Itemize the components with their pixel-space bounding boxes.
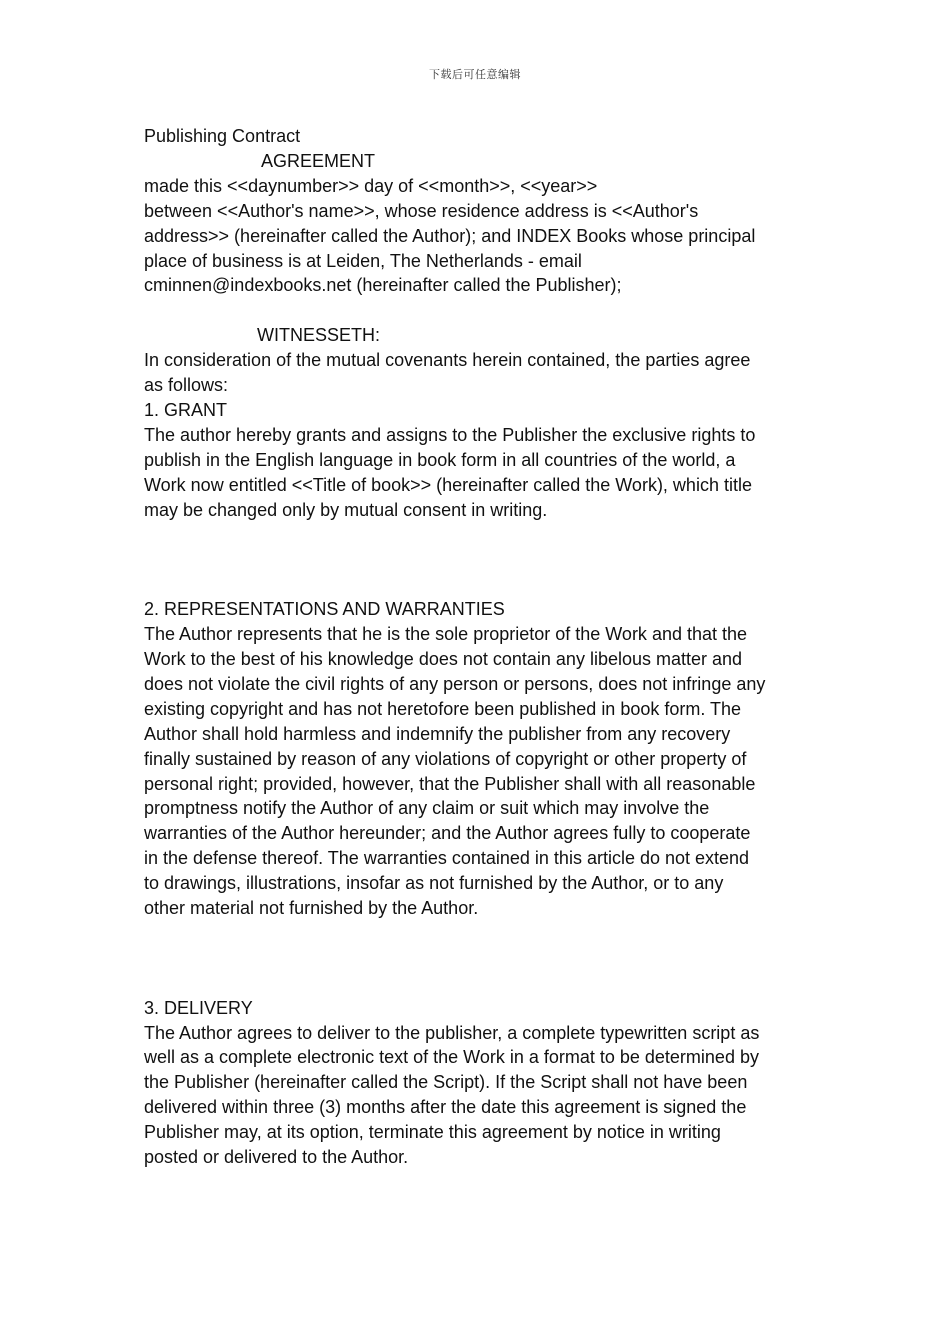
section-line: Work now entitled <<Title of book>> (hereinafter called the Work), which title bbox=[144, 474, 752, 495]
section-line: posted or delivered to the Author. bbox=[144, 1147, 409, 1168]
preamble bbox=[144, 174, 824, 299]
section-line: does not violate the civil rights of any person or persons, does not infringe any bbox=[144, 673, 766, 694]
section-delivery bbox=[144, 996, 824, 1170]
preamble-line: place of business is at Leiden, The Netherlands - email bbox=[144, 250, 582, 271]
preamble-line: address>> (hereinafter called the Author); and INDEX Books whose principal bbox=[144, 225, 756, 246]
top-banner: 下载后可任意编辑 bbox=[429, 68, 521, 81]
section-line: promptness notify the Author of any claim or suit which may involve the bbox=[144, 798, 710, 819]
section-grant bbox=[144, 398, 824, 523]
preamble-line: between <<Author's name>>, whose residence address is <<Author's bbox=[144, 200, 699, 221]
section-line: other material not furnished by the Author. bbox=[144, 898, 479, 919]
section-line: well as a complete electronic text of the Work in a format to be determined by bbox=[144, 1047, 759, 1068]
section-representations bbox=[144, 597, 824, 921]
section-line: finally sustained by reason of any violations of copyright or other property of bbox=[144, 748, 747, 769]
section-line: The author hereby grants and assigns to the Publisher the exclusive rights to bbox=[144, 424, 756, 445]
section-line: the Publisher (hereinafter called the Script). If the Script shall not have been bbox=[144, 1072, 748, 1093]
section-line: personal right; provided, however, that the Publisher shall with all reasonable bbox=[144, 773, 756, 794]
agreement-heading: AGREEMENT bbox=[261, 150, 376, 171]
contract-body bbox=[144, 124, 824, 1170]
section-line: delivered within three (3) months after the date this agreement is signed the bbox=[144, 1097, 747, 1118]
preamble-line: cminnen@indexbooks.net (hereinafter called the Publisher); bbox=[144, 275, 622, 296]
spacer bbox=[144, 298, 824, 323]
section-line: The Author represents that he is the sole proprietor of the Work and that the bbox=[144, 624, 748, 645]
section-line: Author shall hold harmless and indemnify the publisher from any recovery bbox=[144, 723, 731, 744]
section-line: warranties of the Author hereunder; and the Author agrees fully to cooperate bbox=[144, 823, 751, 844]
document-title: Publishing Contract bbox=[144, 126, 301, 146]
section-heading: 3. DELIVERY bbox=[144, 997, 253, 1018]
consideration-line: In consideration of the mutual covenants herein contained, the parties agree bbox=[144, 350, 751, 371]
spacer bbox=[144, 921, 824, 996]
section-heading: 1. GRANT bbox=[144, 399, 228, 420]
section-line: may be changed only by mutual consent in writing. bbox=[144, 499, 548, 520]
section-line: to drawings, illustrations, insofar as not furnished by the Author, or to any bbox=[144, 873, 724, 894]
consideration-paragraph bbox=[144, 348, 824, 398]
consideration-line: as follows: bbox=[144, 375, 229, 396]
section-line: in the defense thereof. The warranties contained in this article do not extend bbox=[144, 848, 750, 869]
spacer bbox=[144, 522, 824, 597]
section-line: The Author agrees to deliver to the publisher, a complete typewritten script as bbox=[144, 1022, 760, 1043]
witnesseth-heading: WITNESSETH: bbox=[257, 325, 381, 346]
section-heading: 2. REPRESENTATIONS AND WARRANTIES bbox=[144, 599, 505, 620]
preamble-line: made this <<daynumber>> day of <<month>>, <<year>> bbox=[144, 175, 598, 196]
section-line: publish in the English language in book form in all countries of the world, a bbox=[144, 449, 736, 470]
section-line: Publisher may, at its option, terminate this agreement by notice in writing bbox=[144, 1122, 721, 1143]
section-line: existing copyright and has not heretofore been published in book form. The bbox=[144, 698, 742, 719]
section-line: Work to the best of his knowledge does not contain any libelous matter and bbox=[144, 648, 743, 669]
